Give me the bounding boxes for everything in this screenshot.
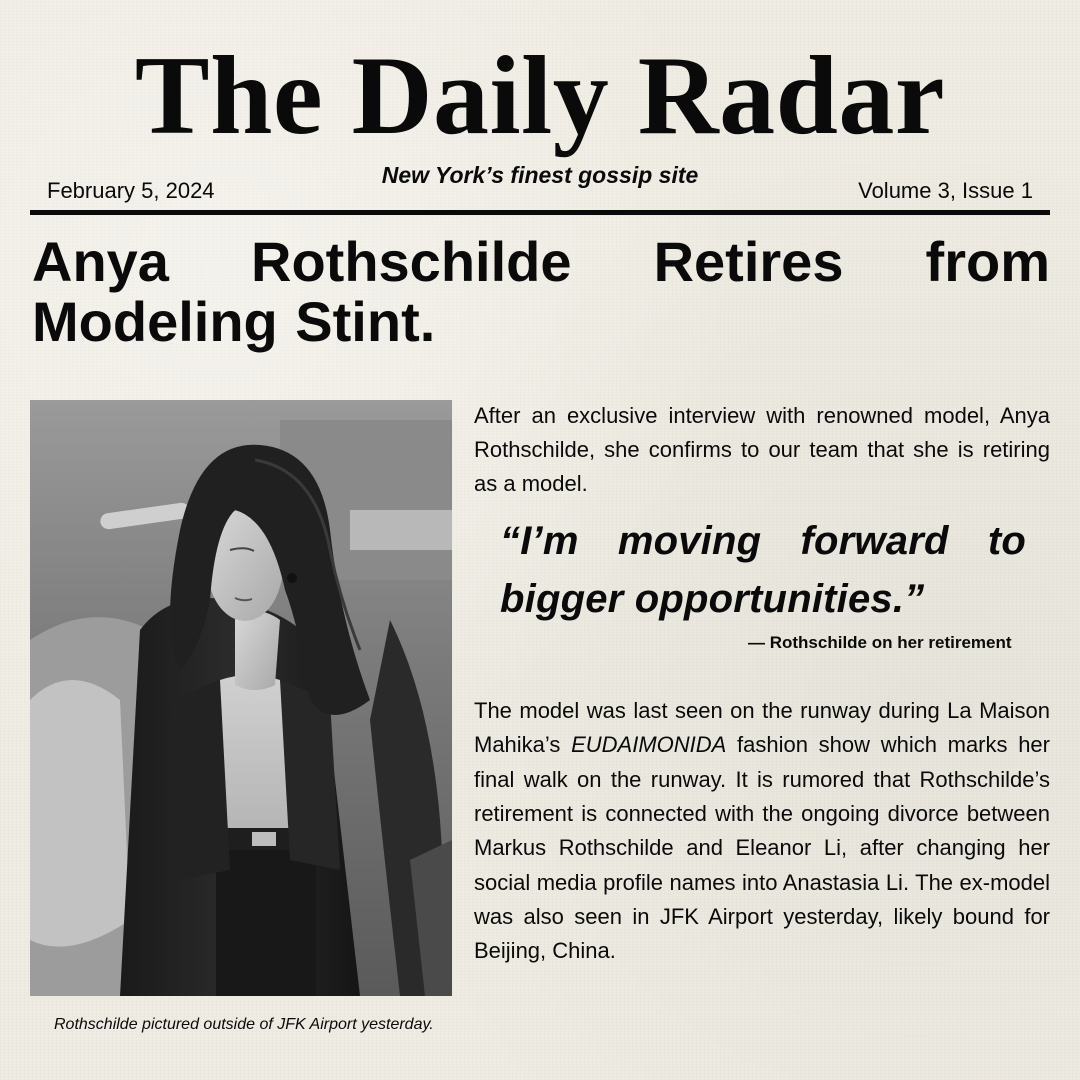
masthead-title: The Daily Radar (134, 34, 946, 158)
issue-volume: Volume 3, Issue 1 (858, 178, 1033, 203)
article-body (474, 694, 1050, 969)
photo-caption: Rothschilde pictured outside of JFK Airport yesterday. (54, 1016, 434, 1033)
fashion-show-name: EUDAIMONIDA (571, 732, 727, 758)
issue-date: February 5, 2024 (47, 178, 215, 203)
pull-quote: “I’m moving forward to bigger opportunities.” (500, 519, 1026, 621)
article-intro: After an exclusive interview with renowned model, Anya Rothschilde, she confirms to our team that she is retiring as a model. (474, 403, 1050, 497)
article-body-part-2: fashion show which marks her final walk on the runway. It is rumored that Rothschilde’s retirement is connected with the ongoing divorce between Markus Rothschilde and Eleanor Li, after changing her social media profile names into Anastasia Li. The ex-model was also seen in JFK Airport yesterday, likely bound for Beijing, China. (474, 732, 1050, 964)
masthead-tagline: New York’s finest gossip site (381, 162, 699, 188)
masthead-divider (30, 210, 1050, 215)
portrait-illustration (30, 400, 452, 996)
article-photo (30, 400, 452, 996)
article-body-part-1: The model was last seen on the runway during La Maison Mahika’s (474, 698, 1050, 758)
article-headline: Anya Rothschilde Retires from Modeling Stint. (32, 230, 1050, 354)
quote-attribution: — Rothschilde on her retirement (748, 633, 1012, 652)
